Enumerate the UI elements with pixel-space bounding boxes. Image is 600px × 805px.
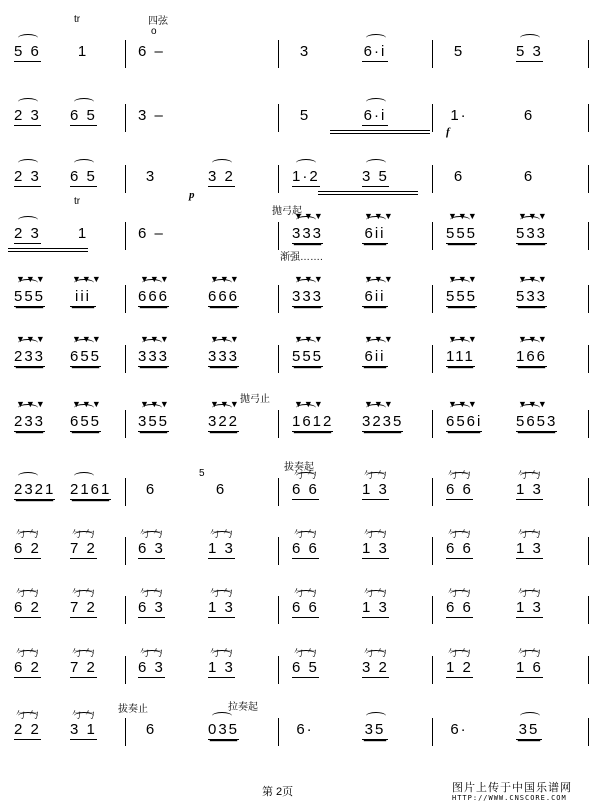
end-barline	[588, 596, 589, 624]
bowing-mark: ▼▼▼	[364, 399, 394, 409]
barline	[125, 285, 126, 313]
bowing-mark: ▼▼▼	[518, 211, 548, 221]
bowing-mark: ▼▼▼	[210, 399, 240, 409]
note-group: 1 3	[516, 599, 543, 616]
bowing-mark: ▼▼▼	[294, 334, 324, 344]
note-group: 3	[145, 168, 157, 185]
crescendo-hairpin	[8, 248, 88, 249]
bowing-mark: ▼▼▼	[140, 274, 170, 284]
note-group: 655	[70, 348, 102, 365]
score-row	[0, 394, 600, 460]
bowing-mark: ▼▼▼	[16, 399, 46, 409]
note-group: 6 6	[292, 599, 319, 616]
note-group: 3235	[362, 413, 404, 430]
pluck-mark: 勹 勹	[294, 648, 318, 658]
pluck-mark: 勹 勹	[210, 648, 234, 658]
end-barline	[588, 345, 589, 373]
note-group: 6·i	[363, 43, 387, 60]
barline	[432, 478, 433, 506]
slur-mark	[74, 98, 94, 106]
note-group: 333	[292, 225, 324, 242]
slur-mark	[74, 159, 94, 167]
crescendo-hairpin	[318, 194, 418, 195]
note-group: 6 6	[292, 481, 319, 498]
crescendo-hairpin	[330, 130, 430, 131]
pluck-mark: 勹 勹	[364, 470, 388, 480]
pluck-mark: 勹 勹	[72, 588, 96, 598]
end-barline	[588, 718, 589, 746]
barline	[432, 656, 433, 684]
performance-annotation: 抛弓起	[272, 206, 302, 217]
performance-annotation: 四弦	[148, 16, 168, 27]
note-group: 35	[362, 722, 388, 740]
note-group: 3 2	[362, 659, 389, 676]
pluck-mark: 勹 勹	[364, 648, 388, 658]
crescendo-hairpin	[330, 133, 430, 134]
note-group: 6 2	[14, 540, 41, 557]
note-group: 3	[299, 43, 311, 60]
note-group: 3 –	[138, 107, 165, 124]
note-group: 1 3	[362, 599, 389, 616]
barline	[278, 40, 279, 68]
note-group: 6ii	[362, 289, 388, 307]
slur-mark	[74, 472, 94, 480]
note-group: 7 2	[70, 540, 97, 557]
note-group: 666	[138, 288, 170, 305]
note-group: 6·	[450, 721, 468, 738]
slur-mark	[296, 159, 316, 167]
performance-annotation: 拔奏止	[118, 704, 148, 715]
site-url: HTTP://WWW.CNSCORE.COM	[452, 794, 567, 802]
note-group: 1 3	[516, 481, 543, 498]
pluck-mark: 勹 勹	[140, 588, 164, 598]
note-group: 333	[208, 348, 240, 365]
pluck-mark: 勹 勹	[210, 529, 234, 539]
barline	[125, 410, 126, 438]
barline	[125, 656, 126, 684]
note-group: 1 3	[208, 659, 235, 676]
note-group: 6 6	[446, 540, 473, 557]
barline	[432, 345, 433, 373]
note-group: 6	[523, 107, 535, 124]
barline	[125, 596, 126, 624]
note-group: 7 2	[70, 599, 97, 616]
slur-mark	[18, 472, 38, 480]
note-group: 6 3	[138, 540, 165, 557]
bowing-mark: ▼▼▼	[140, 334, 170, 344]
end-barline	[588, 104, 589, 132]
note-group: 333	[292, 288, 324, 305]
bowing-mark: ▼▼▼	[364, 211, 394, 221]
note-group: 6	[453, 168, 465, 185]
note-group: 35	[516, 722, 542, 740]
barline	[432, 285, 433, 313]
note-group: 111	[446, 348, 475, 365]
note-group: 3 1	[70, 721, 97, 738]
note-group: 166	[516, 348, 548, 365]
pluck-mark: 勹 勹	[448, 648, 472, 658]
barline	[432, 165, 433, 193]
pluck-mark: 勹 勹	[364, 588, 388, 598]
slur-mark	[366, 159, 386, 167]
note-group: 2321	[14, 481, 56, 498]
pluck-mark: 勹 勹	[16, 529, 40, 539]
score-row	[0, 334, 600, 395]
note-group: 6 3	[138, 659, 165, 676]
note-group: 1·2	[292, 168, 320, 185]
end-barline	[588, 478, 589, 506]
bowing-mark: ▼▼▼	[140, 399, 170, 409]
bowing-mark: ▼▼▼	[210, 274, 240, 284]
barline	[432, 718, 433, 746]
performance-annotation: 5	[199, 468, 205, 479]
barline	[278, 222, 279, 250]
note-group: 233	[14, 413, 46, 430]
note-group: 533	[516, 288, 548, 305]
pluck-mark: 勹 勹	[518, 470, 542, 480]
pluck-mark: 勹 勹	[16, 648, 40, 658]
note-group: 666	[208, 288, 240, 305]
pluck-mark: 勹 勹	[72, 529, 96, 539]
note-group: 355	[138, 413, 170, 430]
note-group: 6ii	[362, 349, 388, 367]
performance-annotation: 渐强…….	[280, 252, 323, 263]
performance-annotation: tr	[74, 196, 81, 207]
score-row	[0, 588, 600, 646]
note-group: 233	[14, 348, 46, 365]
bowing-mark: ▼▼▼	[448, 399, 478, 409]
note-group: 7 2	[70, 659, 97, 676]
pluck-mark: 勹 勹	[16, 710, 40, 720]
note-group: 6	[145, 481, 157, 498]
pluck-mark: 勹 勹	[294, 529, 318, 539]
note-group: 555	[446, 288, 478, 305]
note-group: 035	[208, 721, 240, 738]
barline	[278, 104, 279, 132]
performance-annotation: 拔奏起	[284, 462, 314, 473]
end-barline	[588, 285, 589, 313]
note-group: 1	[77, 225, 89, 242]
note-group: 6·	[296, 721, 314, 738]
barline	[278, 478, 279, 506]
end-barline	[588, 656, 589, 684]
bowing-mark: ▼▼▼	[364, 274, 394, 284]
score-row	[0, 462, 600, 528]
barline	[125, 478, 126, 506]
note-group: 6 2	[14, 659, 41, 676]
score-row	[0, 274, 600, 335]
barline	[278, 285, 279, 313]
end-barline	[588, 537, 589, 565]
note-group: 2 2	[14, 721, 41, 738]
note-group: 1 3	[362, 481, 389, 498]
note-group: 6 5	[292, 659, 319, 676]
performance-annotation: 拉奏起	[228, 702, 258, 713]
note-group: 555	[292, 348, 324, 365]
pluck-mark: 勹 勹	[210, 588, 234, 598]
note-group: 3 2	[208, 168, 235, 185]
bowing-mark: ▼▼▼	[72, 274, 102, 284]
bowing-mark: ▼▼▼	[72, 399, 102, 409]
bowing-mark: ▼▼▼	[72, 334, 102, 344]
performance-annotation: tr	[74, 14, 81, 25]
score-row	[0, 702, 600, 768]
note-group: 6 2	[14, 599, 41, 616]
pluck-mark: 勹 勹	[140, 529, 164, 539]
note-group: 2 3	[14, 225, 41, 242]
bowing-mark: ▼▼▼	[448, 211, 478, 221]
score-row	[0, 14, 600, 90]
bowing-mark: ▼▼▼	[364, 334, 394, 344]
barline	[125, 222, 126, 250]
bowing-mark: ▼▼▼	[448, 274, 478, 284]
barline	[278, 596, 279, 624]
note-group: 1	[77, 43, 89, 60]
barline	[125, 345, 126, 373]
note-group: 6	[215, 481, 227, 498]
note-group: 6 3	[138, 599, 165, 616]
slur-mark	[18, 34, 38, 42]
crescendo-hairpin	[8, 251, 88, 252]
barline	[278, 537, 279, 565]
bowing-mark: ▼▼▼	[294, 274, 324, 284]
slur-mark	[520, 712, 540, 720]
end-barline	[588, 410, 589, 438]
end-barline	[588, 165, 589, 193]
note-group: 2161	[70, 481, 112, 498]
pluck-mark: 勹 勹	[518, 529, 542, 539]
bowing-mark: ▼▼▼	[210, 334, 240, 344]
note-group: 555	[446, 225, 478, 242]
note-group: 6ii	[362, 226, 388, 244]
slur-mark	[520, 34, 540, 42]
note-group: 6	[523, 168, 535, 185]
note-group: 1 6	[516, 659, 543, 676]
note-group: 1 3	[362, 540, 389, 557]
note-group: 6 –	[138, 43, 165, 60]
pluck-mark: 勹 勹	[448, 588, 472, 598]
note-group: 6	[145, 721, 157, 738]
note-group: 533	[516, 225, 548, 242]
pluck-mark: 勹 勹	[294, 470, 318, 480]
note-group: 333	[138, 348, 170, 365]
note-group: 1 3	[516, 540, 543, 557]
note-group: 5 3	[516, 43, 543, 60]
slur-mark	[366, 98, 386, 106]
slur-mark	[18, 98, 38, 106]
barline	[432, 537, 433, 565]
note-group: 2 3	[14, 107, 41, 124]
note-group: 322	[208, 413, 240, 430]
score-row	[0, 196, 600, 272]
performance-annotation: 抛弓止	[240, 394, 270, 405]
note-group: 1 2	[446, 659, 473, 676]
bowing-mark: ▼▼▼	[518, 334, 548, 344]
bowing-mark: ▼▼▼	[294, 211, 324, 221]
pluck-mark: 勹 勹	[518, 648, 542, 658]
bowing-mark: ▼▼▼	[294, 399, 324, 409]
note-group: 1 3	[208, 599, 235, 616]
dynamic-mark: f	[446, 126, 450, 138]
barline	[432, 222, 433, 250]
barline	[278, 345, 279, 373]
note-group: 6 –	[138, 225, 165, 242]
barline	[125, 537, 126, 565]
score-row	[0, 529, 600, 587]
barline	[432, 40, 433, 68]
barline	[432, 104, 433, 132]
note-group: 6 5	[70, 107, 97, 124]
pluck-mark: 勹 勹	[140, 648, 164, 658]
slur-mark	[18, 216, 38, 224]
barline	[125, 165, 126, 193]
note-group: 5	[299, 107, 311, 124]
bowing-mark: ▼▼▼	[448, 334, 478, 344]
dynamic-mark: p	[189, 189, 195, 201]
note-group: 656i	[446, 413, 483, 430]
note-group: 1 3	[208, 540, 235, 557]
note-group: 3 5	[362, 168, 389, 185]
end-barline	[588, 40, 589, 68]
pluck-mark: 勹 勹	[72, 648, 96, 658]
slur-mark	[212, 159, 232, 167]
note-group: 5653	[516, 413, 558, 430]
barline	[125, 40, 126, 68]
end-barline	[588, 222, 589, 250]
note-group: 6 5	[70, 168, 97, 185]
score-row	[0, 96, 600, 154]
barline	[278, 165, 279, 193]
note-group: 6 6	[446, 599, 473, 616]
barline	[432, 410, 433, 438]
pluck-mark: 勹 勹	[364, 529, 388, 539]
note-group: 5	[453, 43, 465, 60]
pluck-mark: 勹 勹	[294, 588, 318, 598]
note-group: 6 6	[292, 540, 319, 557]
slur-mark	[18, 159, 38, 167]
note-group: 2 3	[14, 168, 41, 185]
note-group: 1612	[292, 413, 334, 430]
note-group: iii	[70, 289, 96, 307]
site-brand: 图片上传于中国乐谱网	[452, 782, 572, 794]
note-group: 5 6	[14, 43, 41, 60]
barline	[278, 656, 279, 684]
note-group: 655	[70, 413, 102, 430]
bowing-mark: ▼▼▼	[518, 399, 548, 409]
slur-mark	[212, 712, 232, 720]
barline	[278, 410, 279, 438]
barline	[278, 718, 279, 746]
slur-mark	[366, 34, 386, 42]
page-number: 第 2页	[262, 786, 294, 798]
barline	[125, 718, 126, 746]
pluck-mark: 勹 勹	[448, 529, 472, 539]
slur-mark	[366, 712, 386, 720]
note-group: 6 6	[446, 481, 473, 498]
bowing-mark: ▼▼▼	[518, 274, 548, 284]
note-group: 6·i	[363, 107, 387, 124]
pluck-mark: 勹 勹	[16, 588, 40, 598]
bowing-mark: ▼▼▼	[16, 334, 46, 344]
bowing-mark: ▼▼▼	[16, 274, 46, 284]
pluck-mark: 勹 勹	[72, 710, 96, 720]
barline	[125, 104, 126, 132]
crescendo-hairpin	[318, 191, 418, 192]
barline	[432, 596, 433, 624]
note-group: 555	[14, 288, 46, 305]
performance-annotation: o	[151, 26, 157, 37]
pluck-mark: 勹 勹	[518, 588, 542, 598]
note-group: 1·	[450, 107, 468, 124]
pluck-mark: 勹 勹	[448, 470, 472, 480]
score-row	[0, 648, 600, 706]
